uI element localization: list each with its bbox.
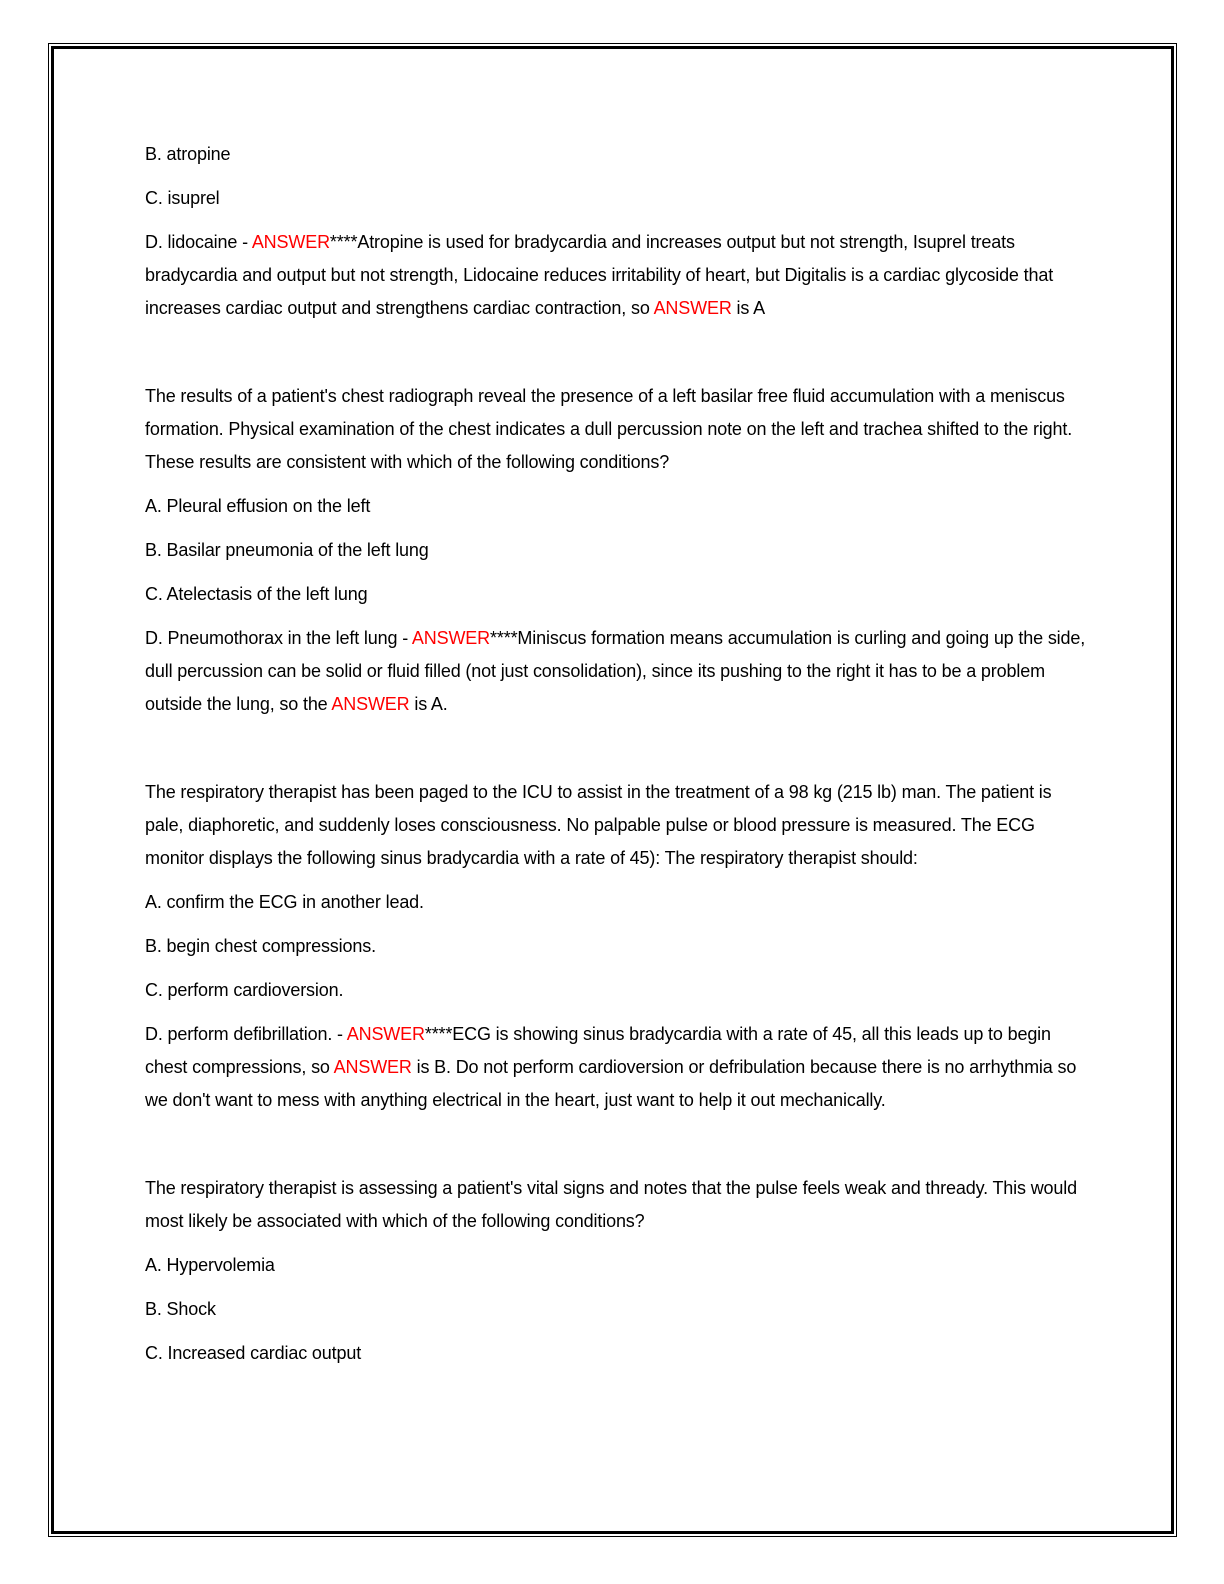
paragraph <box>145 138 1093 171</box>
text-run: The results of a patient's chest radiograph reveal the presence of a left basilar free fluid accumulation with a meniscus formation. Physical examination of the chest indicates a dull percussion note on the left and trachea shifted to the right. These results are consistent with which of the following conditions? <box>145 386 1073 472</box>
answer-highlight: ANSWER <box>411 628 491 648</box>
document-body <box>145 138 1093 1381</box>
paragraph <box>145 182 1093 215</box>
answer-highlight: ANSWER <box>333 1057 412 1077</box>
text-run: ****Atropine is used for bradycardia and increases output but not strength, Isuprel treats bradycardia and output but not strength, Lidocaine reduces irritability of heart, but Digitalis is a cardiac glycoside that increases cardiac output and strengthens cardiac contraction, so <box>145 232 1054 318</box>
paragraph <box>145 930 1093 963</box>
text-run: B. Shock <box>145 1299 216 1319</box>
text-run: The respiratory therapist is assessing a patient's vital signs and notes that the pulse feels weak and thready. This would most likely be associated with which of the following conditions? <box>145 1178 1077 1231</box>
text-run: C. Atelectasis of the left lung <box>145 584 368 604</box>
paragraph <box>145 886 1093 919</box>
text-run: D. perform defibrillation. - <box>145 1024 347 1044</box>
text-run: is A. <box>409 694 448 714</box>
paragraph-spacer <box>145 1128 1093 1161</box>
paragraph <box>145 490 1093 523</box>
text-run: D. Pneumothorax in the left lung - <box>145 628 412 648</box>
text-run: A. confirm the ECG in another lead. <box>145 892 424 912</box>
text-run: ****ECG is showing sinus bradycardia with a rate of 45, all this leads up to begin chest compressions, so <box>145 1024 1051 1077</box>
paragraph <box>145 776 1093 875</box>
paragraph <box>145 1293 1093 1326</box>
paragraph <box>145 622 1093 721</box>
text-run: B. Basilar pneumonia of the left lung <box>145 540 429 560</box>
paragraph <box>145 1337 1093 1370</box>
answer-highlight: ANSWER <box>251 232 330 252</box>
text-run: C. Increased cardiac output <box>145 1343 362 1363</box>
text-run: The respiratory therapist has been paged to the ICU to assist in the treatment of a 98 kg (215 lb) man. The patient is pale, diaphoretic, and suddenly loses consciousness. No palpable pulse or blood pressure is measured. The ECG monitor displays the following sinus bradycardia with a rate of 45): The respiratory therapist should: <box>145 782 1052 868</box>
text-run: B. begin chest compressions. <box>145 936 376 956</box>
answer-highlight: ANSWER <box>346 1024 425 1044</box>
paragraph <box>145 1249 1093 1282</box>
paragraph <box>145 974 1093 1007</box>
answer-highlight: ANSWER <box>653 298 732 318</box>
answer-highlight: ANSWER <box>331 694 410 714</box>
text-run: A. Pleural effusion on the left <box>145 496 371 516</box>
text-run: A. Hypervolemia <box>145 1255 275 1275</box>
paragraph-spacer <box>145 732 1093 765</box>
paragraph <box>145 578 1093 611</box>
paragraph <box>145 1018 1093 1117</box>
text-run: B. atropine <box>145 144 231 164</box>
text-run: D. lidocaine - <box>145 232 252 252</box>
paragraph <box>145 226 1093 325</box>
paragraph <box>145 380 1093 479</box>
text-run: is B. Do not perform cardioversion or defribulation because there is no arrhythmia so we don't want to mess with anything electrical in the heart, just want to help it out mechanically. <box>145 1057 1077 1110</box>
text-run: C. isuprel <box>145 188 220 208</box>
paragraph <box>145 534 1093 567</box>
paragraph <box>145 1172 1093 1238</box>
text-run: C. perform cardioversion. <box>145 980 344 1000</box>
paragraph-spacer <box>145 336 1093 369</box>
text-run: is A <box>731 298 765 318</box>
text-run: ****Miniscus formation means accumulation is curling and going up the side, dull percussion can be solid or fluid filled (not just consolidation), since its pushing to the right it has to be a problem outside the lung, so the <box>145 628 1086 714</box>
